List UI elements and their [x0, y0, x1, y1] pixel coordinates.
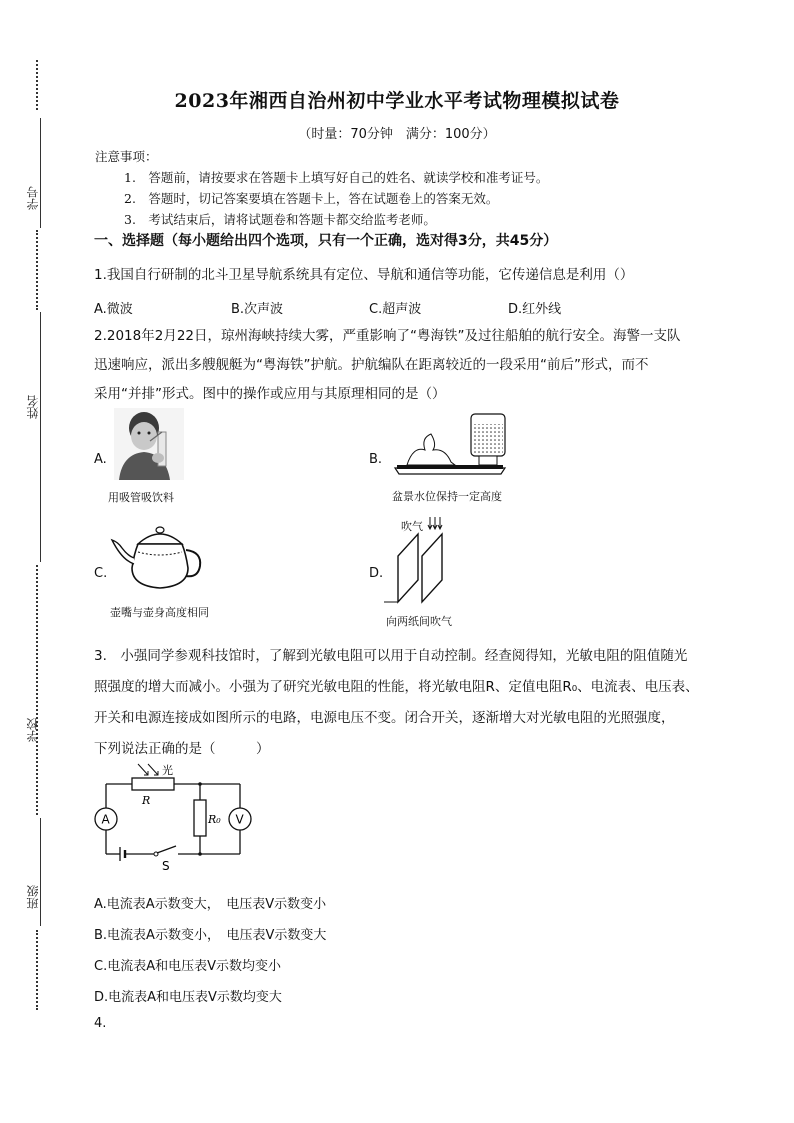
- q1-option-a: A.微波: [94, 302, 133, 317]
- q2-option-d-letter: D.: [369, 566, 384, 581]
- q3-stem-line-4: 下列说法正确的是（ ）: [94, 741, 270, 757]
- light-label: 光: [162, 764, 173, 777]
- page-title: 2023年湘西自治州初中学业水平考试物理模拟试卷: [174, 90, 620, 112]
- note-item-2: 2. 答题时，切记答案要填在答题卡上，答在试题卷上的答案无效。: [124, 191, 499, 206]
- q2-option-c-caption: 壶嘴与壶身高度相同: [110, 606, 209, 619]
- photoresistor-label: R: [142, 794, 151, 807]
- teapot-figure: [108, 524, 204, 594]
- q1-option-c: C.超声波: [369, 302, 422, 317]
- binding-dots-2: [36, 230, 38, 310]
- question-3-stem: [94, 641, 714, 765]
- side-label-student-id: 学号: [26, 186, 40, 210]
- q2-option-b-caption: 盆景水位保持一定高度: [392, 490, 502, 503]
- side-label-school: 学校: [26, 718, 40, 742]
- q2-stem-line-1: 2.2018年2月22日，琼州海峡持续大雾，严重影响了“粤海铁”及过往船舶的航行安全。海警一支队: [94, 328, 681, 344]
- side-label-class: 班级: [26, 885, 40, 909]
- notes-heading: 注意事项：: [95, 149, 158, 164]
- q2-option-a-caption: 用吸管吸饮料: [108, 491, 174, 504]
- q2-option-c-letter: C.: [94, 566, 108, 581]
- voltmeter-label: V: [235, 812, 244, 827]
- question-1-stem: 1.我国自行研制的北斗卫星导航系统具有定位、导航和通信等功能，它传递信息是利用（）: [94, 267, 634, 283]
- exam-duration-score: （时量：70分钟 满分：100分）: [298, 127, 496, 142]
- q3-option-d: D.电流表A和电压表V示数均变大: [94, 990, 282, 1005]
- ammeter-label: A: [101, 812, 110, 827]
- question-4-number: 4.: [94, 1016, 107, 1031]
- q3-stem-line-1: 3. 小强同学参观科技馆时，了解到光敏电阻可以用于自动控制。经查阅得知，光敏电阻的阻值随光: [94, 648, 688, 664]
- q2-stem-line-2: 迅速响应，派出多艘舰艇为“粤海铁”护航。护航编队在距离较近的一段采用“前后”形式，而不: [94, 357, 649, 373]
- section-heading-choice: 一、选择题（每小题给出四个选项，只有一个正确，选对得3分，共45分）: [94, 233, 558, 249]
- two-papers-blow-figure: [380, 514, 456, 606]
- binding-line-3: [40, 818, 41, 926]
- note-item-3: 3. 考试结束后，请将试题卷和答题卡都交给监考老师。: [124, 212, 436, 227]
- q3-stem-line-2: 照强度的增大而减小。小强为了研究光敏电阻的性能，将光敏电阻R、定值电阻R₀、电流表、电压表、: [94, 679, 699, 695]
- q3-option-b: B.电流表A示数变小， 电压表V示数变大: [94, 928, 327, 943]
- q2-stem-line-3: 采用“并排”形式。图中的操作或应用与其原理相同的是（）: [94, 386, 446, 402]
- q3-stem-line-3: 开关和电源连接成如图所示的电路，电源电压不变。闭合开关，逐渐增大对光敏电阻的光照强度，: [94, 710, 675, 726]
- q3-option-c: C.电流表A和电压表V示数均变小: [94, 959, 281, 974]
- circuit-diagram: [90, 762, 260, 874]
- blow-air-label: 吹气: [401, 520, 423, 533]
- boy-drinking-straw-image: [114, 408, 184, 480]
- q2-option-b-letter: B.: [369, 452, 383, 467]
- question-2-stem: [94, 322, 714, 409]
- q3-option-a: A.电流表A示数变大， 电压表V示数变小: [94, 897, 327, 912]
- q2-option-a-letter: A.: [94, 452, 107, 467]
- binding-dots-3: [36, 565, 38, 815]
- note-item-1: 1. 答题前，请按要求在答题卡上填写好自己的姓名、就读学校和准考证号。: [124, 170, 549, 185]
- fixed-resistor-label: R₀: [208, 813, 221, 826]
- q2-option-d-caption: 向两纸间吹气: [386, 615, 452, 628]
- bonsai-water-bottle-figure: [385, 410, 515, 478]
- switch-label: S: [162, 859, 170, 873]
- q1-option-b: B.次声波: [231, 302, 284, 317]
- binding-line-2: [40, 312, 41, 562]
- side-label-name: 姓名: [26, 395, 40, 419]
- binding-dots-bottom: [36, 930, 38, 1010]
- q1-option-d: D.红外线: [508, 302, 562, 317]
